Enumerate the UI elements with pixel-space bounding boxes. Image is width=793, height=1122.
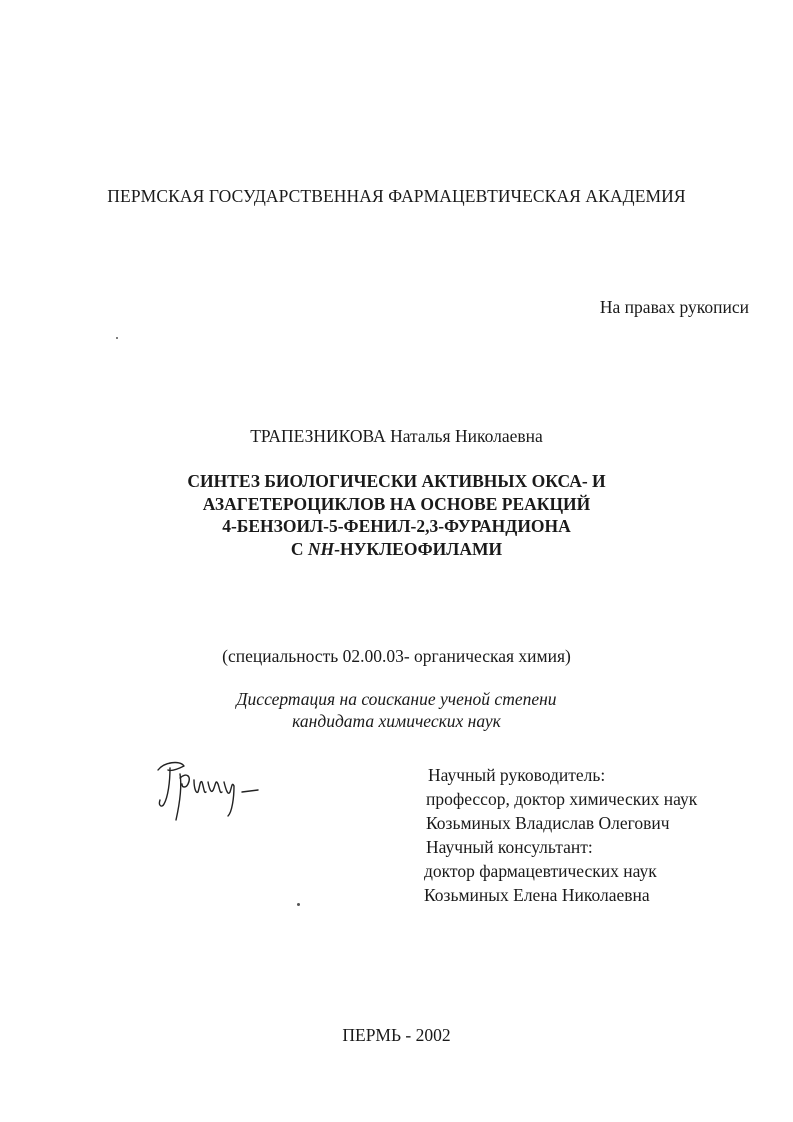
title-line-4-suffix: -НУКЛЕОФИЛАМИ [334, 538, 503, 559]
degree-line-1: Диссертация на соискание ученой степени [236, 689, 557, 709]
scan-speck [297, 903, 300, 906]
dissertation-title [0, 470, 793, 560]
manuscript-note: На правах рукописи [599, 297, 749, 317]
title-line-4 [0, 538, 793, 561]
handwritten-signature-icon [150, 752, 270, 832]
supervisor-label: Научный руководитель: [428, 765, 606, 785]
supervisor-title: профессор, доктор химических наук [426, 789, 698, 809]
advisors-block [400, 763, 697, 907]
title-line-4-prefix: С [290, 538, 308, 559]
specialty: (специальность 02.00.03- органическая химия) [222, 646, 571, 666]
author-name: ТРАПЕЗНИКОВА Наталья Николаевна [250, 426, 543, 446]
consultant-label: Научный консультант: [426, 837, 593, 857]
institution-name: ПЕРМСКАЯ ГОСУДАРСТВЕННАЯ ФАРМАЦЕВТИЧЕСКАЯ АКАДЕМИЯ [107, 186, 686, 206]
scan-speck [116, 337, 118, 339]
title-line-1: СИНТЕЗ БИОЛОГИЧЕСКИ АКТИВНЫХ ОКСА- И [187, 471, 606, 491]
title-line-2: АЗАГЕТЕРОЦИКЛОВ НА ОСНОВЕ РЕАКЦИЙ [202, 493, 591, 514]
degree-statement [0, 688, 793, 732]
supervisor-name: Козьминых Владислав Олегович [426, 813, 670, 833]
city-year: ПЕРМЬ - 2002 [342, 1025, 451, 1045]
title-line-3: 4-БЕНЗОИЛ-5-ФЕНИЛ-2,3-ФУРАНДИОНА [222, 516, 571, 536]
consultant-title: доктор фармацевтических наук [424, 861, 657, 881]
title-line-4-italic: NH [307, 538, 335, 559]
consultant-name: Козьминых Елена Николаевна [424, 885, 650, 905]
degree-line-2: кандидата химических наук [292, 711, 501, 731]
